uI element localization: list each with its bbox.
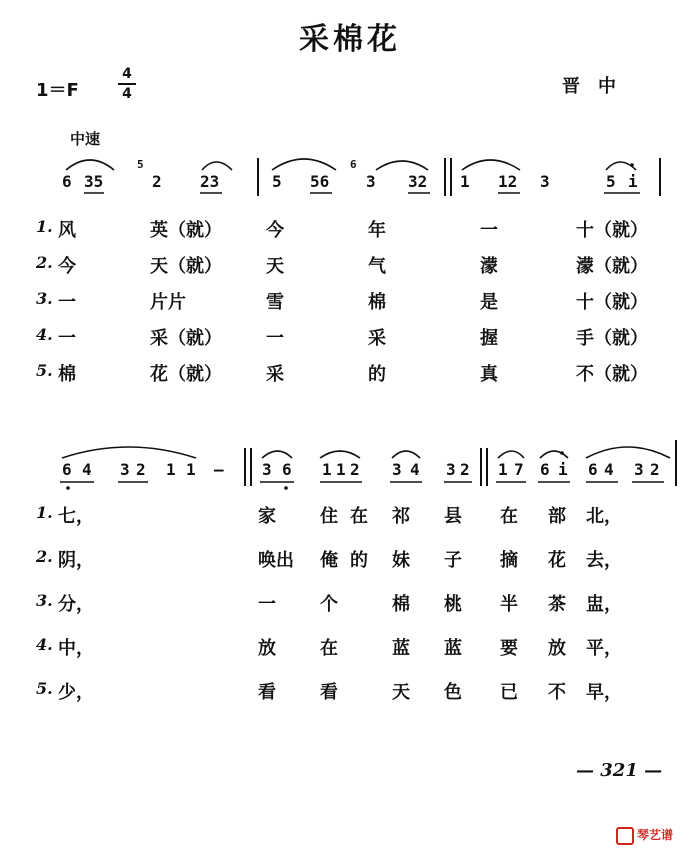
lyric-syllable: 看 <box>258 682 276 703</box>
region-label: 晋中 <box>562 76 634 97</box>
verse-number: 2. <box>36 547 53 566</box>
slur <box>540 451 568 458</box>
lyric-syllable: 濛（就） <box>576 256 648 277</box>
note: 1 <box>498 460 508 479</box>
lyric-syllable: 县 <box>444 506 462 527</box>
lyric-syllable: 天 <box>266 256 284 277</box>
slur <box>262 451 292 458</box>
lyric-syllable: 片片 <box>150 292 186 313</box>
note: 1 <box>460 172 470 191</box>
lyric-syllable: 个 <box>320 594 338 615</box>
lyric-syllable: 已 <box>500 682 518 703</box>
note: 3 <box>262 460 272 479</box>
lyric-syllable: 天 <box>392 682 410 703</box>
lyric-syllable: 采 <box>368 328 386 349</box>
lyric-syllable: 今 <box>266 220 284 241</box>
lyric-syllable: 放 <box>548 638 566 659</box>
slur <box>586 447 670 458</box>
lyric-syllable: 早， <box>586 682 622 703</box>
lyric-syllable: 妹 <box>392 550 410 571</box>
note: 1 <box>186 460 196 479</box>
lyric-syllable: 茶 <box>548 594 566 615</box>
note: 12 <box>498 172 518 191</box>
slur <box>202 162 232 170</box>
note: i <box>558 460 568 479</box>
lyric-syllable: 部 <box>548 506 566 527</box>
note: 2 <box>460 460 470 479</box>
note: 6 <box>282 460 292 479</box>
lyric-syllable: 蓝 <box>392 638 410 659</box>
page-number: — 321 — <box>576 760 663 781</box>
note: 3 <box>540 172 550 191</box>
logo-icon <box>616 827 634 845</box>
meter-top: 4 <box>122 66 132 82</box>
note: 7 <box>514 460 524 479</box>
key-signature: 1＝F <box>36 80 79 101</box>
note: 2 <box>350 460 360 479</box>
lyric-syllable: 分， <box>58 594 94 615</box>
grace-note: 5 <box>137 158 144 171</box>
lyric-syllable: 天（就） <box>150 256 222 277</box>
lyric-syllable: 濛 <box>480 256 498 277</box>
song-title: 采棉花 <box>299 22 401 57</box>
note: 1 <box>166 460 176 479</box>
slur <box>272 159 336 170</box>
lyric-syllable: 住 <box>320 506 338 527</box>
note: i <box>628 172 638 191</box>
verse-number: 1. <box>36 217 53 236</box>
lyric-syllable: 棉 <box>392 594 410 615</box>
note: 6 <box>588 460 598 479</box>
lyric-syllable: 的 <box>350 550 368 571</box>
lyric-syllable: 的 <box>368 364 386 385</box>
note: 4 <box>604 460 614 479</box>
lyric-syllable: 色 <box>444 682 462 703</box>
lyric-syllable: 在 <box>500 506 518 527</box>
logo-text: 琴艺谱 <box>637 828 674 842</box>
lyric-syllable: 七， <box>58 506 94 527</box>
slur <box>320 451 360 458</box>
lyric-syllable: 风 <box>58 220 76 241</box>
lyric-syllable: 棉 <box>368 292 386 313</box>
lyric-syllable: 祁 <box>392 506 410 527</box>
lyric-syllable: 阴， <box>58 550 94 571</box>
note: 35 <box>84 172 104 191</box>
verse-number: 1. <box>36 503 53 522</box>
lyric-syllable: 雪 <box>266 292 284 313</box>
slur <box>66 160 114 170</box>
note: 2 <box>650 460 660 479</box>
note: 3 <box>392 460 402 479</box>
lyric-syllable: 今 <box>58 256 76 277</box>
note: 56 <box>310 172 330 191</box>
note: 3 <box>366 172 376 191</box>
lyric-syllable: 手（就） <box>576 328 648 349</box>
low-dot <box>66 486 70 490</box>
note: 32 <box>408 172 428 191</box>
meter-bottom: 4 <box>122 86 132 102</box>
note: 6 <box>62 172 72 191</box>
lyric-syllable: 真 <box>480 364 498 385</box>
verse-number: 2. <box>36 253 53 272</box>
lyric-syllable: 半 <box>500 594 518 615</box>
high-dot <box>630 163 634 167</box>
note: 23 <box>200 172 220 191</box>
lyric-syllable: 中， <box>58 638 94 659</box>
lyric-syllable: 花 <box>548 550 566 571</box>
lyric-syllable: 俺 <box>320 550 338 571</box>
lyric-syllable: 看 <box>320 682 338 703</box>
lyric-syllable: 采（就） <box>150 328 222 349</box>
lyric-syllable: 一 <box>266 328 284 349</box>
verse-number: 4. <box>36 635 53 654</box>
lyric-syllable: 棉 <box>58 364 76 385</box>
note: 6 <box>540 460 550 479</box>
lyric-syllable: 放 <box>258 638 276 659</box>
lyric-syllable: 年 <box>368 220 386 241</box>
lyric-syllable: 采 <box>266 364 284 385</box>
lyric-syllable: 一 <box>480 220 498 241</box>
lyric-syllable: 盅， <box>586 594 622 615</box>
verse-number: 5. <box>36 361 53 380</box>
low-dot <box>284 486 288 490</box>
verse-number: 3. <box>36 591 53 610</box>
verse-number: 5. <box>36 679 53 698</box>
lyric-syllable: 少， <box>58 682 94 703</box>
note: 6 <box>62 460 72 479</box>
lyric-syllable: 十（就） <box>576 220 648 241</box>
grace-note: 6 <box>350 158 357 171</box>
note: 3 <box>634 460 644 479</box>
slur <box>498 451 524 458</box>
lyric-syllable: 一 <box>58 292 76 313</box>
lyric-syllable: 桃 <box>444 594 462 615</box>
lyric-syllable: 不（就） <box>576 364 648 385</box>
lyric-syllable: 蓝 <box>444 638 462 659</box>
lyric-syllable: 唤出 <box>258 550 294 571</box>
note: 5 <box>606 172 616 191</box>
lyric-syllable: 要 <box>500 638 518 659</box>
note: 3 <box>120 460 130 479</box>
verse-number: 3. <box>36 289 53 308</box>
site-logo <box>616 826 673 845</box>
lyric-syllable: 子 <box>444 550 462 571</box>
note: 4 <box>410 460 420 479</box>
note: — <box>214 460 224 479</box>
lyric-syllable: 摘 <box>500 550 518 571</box>
note: 5 <box>272 172 282 191</box>
note: 4 <box>82 460 92 479</box>
lyric-syllable: 北， <box>586 506 622 527</box>
lyric-syllable: 十（就） <box>576 292 648 313</box>
lyric-syllable: 气 <box>368 256 386 277</box>
high-dot <box>560 451 564 455</box>
lyric-syllable: 去， <box>586 550 622 571</box>
lyric-syllable: 在 <box>350 506 368 527</box>
note: 2 <box>136 460 146 479</box>
slur <box>376 161 428 170</box>
slur <box>462 160 520 170</box>
lyric-syllable: 一 <box>58 328 76 349</box>
note: 2 <box>152 172 162 191</box>
lyric-syllable: 是 <box>480 292 498 313</box>
lyric-syllable: 在 <box>320 638 338 659</box>
lyric-syllable: 不 <box>548 682 566 703</box>
slur <box>62 447 196 458</box>
lyric-syllable: 一 <box>258 594 276 615</box>
note: 1 <box>336 460 346 479</box>
note: 1 <box>322 460 332 479</box>
verse-number: 4. <box>36 325 53 344</box>
lyric-syllable: 花（就） <box>150 364 222 385</box>
lyric-syllable: 平， <box>586 638 622 659</box>
lyric-syllable: 家 <box>258 506 276 527</box>
tempo-marking: 中速 <box>70 130 101 148</box>
note: 3 <box>446 460 456 479</box>
slur <box>392 451 420 458</box>
lyric-syllable: 英（就） <box>150 220 222 241</box>
lyric-syllable: 握 <box>480 328 498 349</box>
